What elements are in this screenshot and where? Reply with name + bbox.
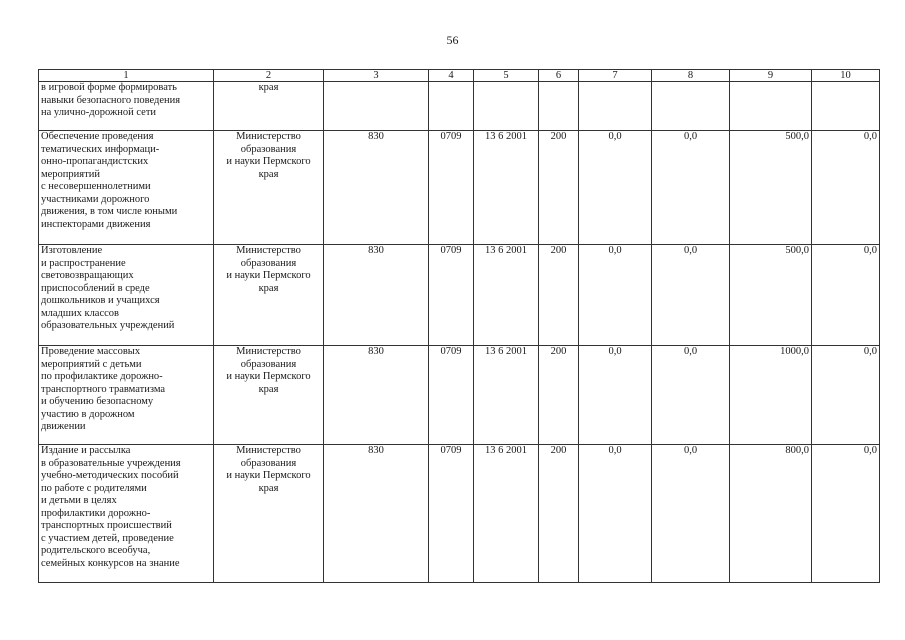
- organization-text: края: [258, 82, 279, 93]
- cell-col5: 13 6 2001: [474, 346, 539, 445]
- activity-cell: [39, 245, 214, 346]
- activity-text: в игровой форме формировать навыки безопасного поведения на улично-дорожной сети: [41, 82, 181, 118]
- cell-col6: [539, 82, 579, 131]
- cell-col6: 200: [539, 245, 579, 346]
- cell-col10: [812, 82, 880, 131]
- header-cell: 5: [474, 70, 539, 82]
- activity-cell: [39, 346, 214, 445]
- organization-text: Министерство образования и науки Пермского края: [226, 445, 311, 494]
- table-row: [39, 346, 880, 445]
- cell-col7: 0,0: [579, 346, 652, 445]
- cell-col8: 0,0: [652, 445, 730, 583]
- cell-col10: 0,0: [812, 445, 880, 583]
- organization-cell: [214, 82, 324, 131]
- table-row: [39, 131, 880, 245]
- header-cell: 7: [579, 70, 652, 82]
- cell-col6: 200: [539, 445, 579, 583]
- table-row: [39, 82, 880, 131]
- cell-col5: 13 6 2001: [474, 445, 539, 583]
- cell-col8: 0,0: [652, 131, 730, 245]
- organization-text: Министерство образования и науки Пермского края: [226, 346, 311, 395]
- header-cell: 4: [429, 70, 474, 82]
- organization-cell: [214, 445, 324, 583]
- activity-cell: [39, 82, 214, 131]
- organization-text: Министерство образования и науки Пермского края: [226, 245, 311, 294]
- cell-col5: 13 6 2001: [474, 131, 539, 245]
- cell-col3: 830: [324, 346, 429, 445]
- cell-col6: 200: [539, 131, 579, 245]
- cell-col8: 0,0: [652, 346, 730, 445]
- activity-text: Издание и рассылка в образовательные учреждения учебно-методических пособий по работе с родителями и детьми в целях профилактики дорожно- транспортных происшествий с участием детей, проведение родительского всеобуча, семейных конкурсов на знание: [41, 445, 181, 569]
- cell-col10: 0,0: [812, 245, 880, 346]
- cell-col3: [324, 82, 429, 131]
- cell-col9: 500,0: [730, 131, 812, 245]
- header-cell: 3: [324, 70, 429, 82]
- activity-cell: [39, 131, 214, 245]
- cell-col4: 0709: [429, 445, 474, 583]
- cell-col4: 0709: [429, 131, 474, 245]
- header-row: [39, 70, 880, 82]
- cell-col4: 0709: [429, 346, 474, 445]
- activity-text: Обеспечение проведения тематических информаци- онно-пропагандистских мероприятий с несовершеннолетними участниками дорожного движения, в том числе юными инспекторами движения: [41, 131, 178, 230]
- cell-col9: 800,0: [730, 445, 812, 583]
- header-cell: 8: [652, 70, 730, 82]
- page-number: 56: [446, 33, 459, 47]
- activity-text: Проведение массовых мероприятий с детьми по профилактике дорожно- транспортного травматизма и обучению безопасному участию в дорожном движении: [41, 346, 166, 432]
- organization-cell: [214, 245, 324, 346]
- header-cell: 2: [214, 70, 324, 82]
- header-cell: 1: [39, 70, 214, 82]
- cell-col8: [652, 82, 730, 131]
- cell-col9: 500,0: [730, 245, 812, 346]
- cell-col3: 830: [324, 445, 429, 583]
- header-cell: 6: [539, 70, 579, 82]
- organization-cell: [214, 346, 324, 445]
- cell-col5: 13 6 2001: [474, 245, 539, 346]
- cell-col8: 0,0: [652, 245, 730, 346]
- cell-col5: [474, 82, 539, 131]
- table-row: [39, 245, 880, 346]
- cell-col10: 0,0: [812, 346, 880, 445]
- organization-text: Министерство образования и науки Пермского края: [226, 131, 311, 180]
- organization-cell: [214, 131, 324, 245]
- activity-cell: [39, 445, 214, 583]
- cell-col7: 0,0: [579, 131, 652, 245]
- cell-col6: 200: [539, 346, 579, 445]
- activity-text: Изготовление и распространение световозвращающих приспособлений в среде дошкольников и учащихся младших классов образовательных учреждений: [41, 245, 175, 331]
- cell-col9: 1000,0: [730, 346, 812, 445]
- cell-col9: [730, 82, 812, 131]
- cell-col7: 0,0: [579, 245, 652, 346]
- cell-col3: 830: [324, 131, 429, 245]
- header-cell: 10: [812, 70, 880, 82]
- budget-table: [38, 69, 880, 583]
- cell-col3: 830: [324, 245, 429, 346]
- table-row: [39, 445, 880, 583]
- cell-col4: [429, 82, 474, 131]
- cell-col10: 0,0: [812, 131, 880, 245]
- cell-col7: [579, 82, 652, 131]
- cell-col4: 0709: [429, 245, 474, 346]
- header-cell: 9: [730, 70, 812, 82]
- cell-col7: 0,0: [579, 445, 652, 583]
